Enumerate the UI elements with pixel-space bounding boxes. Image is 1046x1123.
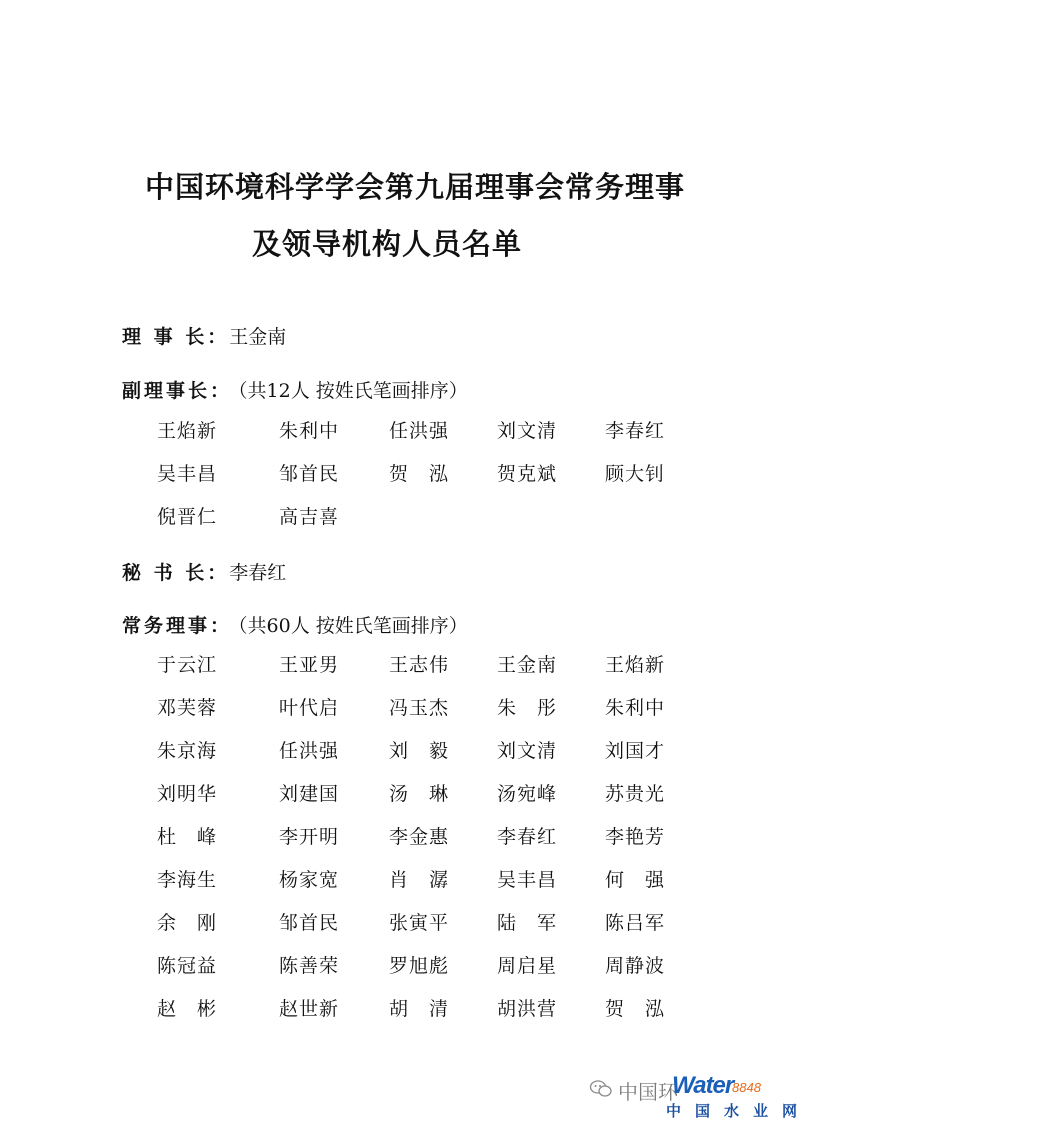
vice-chairman-name: 倪晋仁 xyxy=(157,506,218,528)
standing-director-name: 任洪强 xyxy=(279,740,340,762)
standing-director-name: 何 强 xyxy=(605,869,666,891)
standing-director-name: 李海生 xyxy=(157,869,218,891)
standing-director-name: 王志伟 xyxy=(389,654,450,676)
chairman-line xyxy=(122,322,286,349)
vice-chairman-name: 任洪强 xyxy=(389,420,450,442)
standing-director-name: 罗旭彪 xyxy=(389,955,450,977)
standing-director-name: 陈冠益 xyxy=(157,955,218,977)
vice-chairman-name: 顾大钊 xyxy=(605,463,666,485)
standing-director-name: 周静波 xyxy=(605,955,666,977)
standing-director-name: 王焰新 xyxy=(605,654,666,676)
logo-subtitle: 中国水业网 xyxy=(666,1102,812,1120)
standing-director-name: 于云江 xyxy=(157,654,218,676)
standing-directors-line xyxy=(122,611,468,638)
standing-director-name: 李开明 xyxy=(279,826,340,848)
standing-director-name: 邓芙蓉 xyxy=(157,697,218,719)
vice-chairman-name: 刘文清 xyxy=(497,420,558,442)
wechat-icon xyxy=(590,1080,612,1098)
standing-director-name: 吴丰昌 xyxy=(497,869,558,891)
standing-director-name: 周启星 xyxy=(497,955,558,977)
standing-directors-label: 常务理事： xyxy=(122,615,233,637)
secretary-general-name: 李春红 xyxy=(229,562,287,584)
standing-director-name: 张寅平 xyxy=(389,912,450,934)
vice-chairman-name: 贺 泓 xyxy=(389,463,450,485)
standing-director-name: 陈善荣 xyxy=(279,955,340,977)
watermark xyxy=(590,1070,812,1122)
standing-director-name: 贺 泓 xyxy=(605,998,666,1020)
standing-director-name: 刘明华 xyxy=(157,783,218,805)
standing-director-name: 朱利中 xyxy=(605,697,666,719)
standing-director-name: 王金南 xyxy=(497,654,558,676)
water-logo: Water xyxy=(672,1072,734,1099)
vice-chairmen-line xyxy=(122,376,468,403)
chairman-name: 王金南 xyxy=(229,326,287,348)
standing-director-name: 胡洪营 xyxy=(497,998,558,1020)
standing-directors-note: （共60人 按姓氏笔画排序） xyxy=(238,615,468,637)
wechat-account-text: 中国环 xyxy=(618,1080,678,1104)
vice-chairman-name: 吴丰昌 xyxy=(157,463,218,485)
vice-chairmen-note: （共12人 按姓氏笔画排序） xyxy=(238,380,468,402)
standing-director-name: 汤宛峰 xyxy=(497,783,558,805)
logo-number: 8848 xyxy=(732,1080,761,1095)
standing-director-name: 李艳芳 xyxy=(605,826,666,848)
standing-director-name: 刘国才 xyxy=(605,740,666,762)
standing-director-name: 冯玉杰 xyxy=(389,697,450,719)
standing-director-name: 邹首民 xyxy=(279,912,340,934)
standing-director-name: 刘文清 xyxy=(497,740,558,762)
standing-director-name: 杜 峰 xyxy=(157,826,218,848)
chairman-label: 理 事 长： xyxy=(122,326,230,348)
vice-chairmen-label: 副理事长： xyxy=(122,380,233,402)
standing-director-name: 刘 毅 xyxy=(389,740,450,762)
vice-chairman-name: 邹首民 xyxy=(279,463,340,485)
document-title-line-2: 及领导机构人员名单 xyxy=(252,227,523,261)
standing-directors-list xyxy=(157,644,717,1031)
vice-chairman-name: 朱利中 xyxy=(279,420,340,442)
vice-chairman-name: 王焰新 xyxy=(157,420,218,442)
standing-director-name: 李春红 xyxy=(497,826,558,848)
standing-director-name: 陈吕军 xyxy=(605,912,666,934)
standing-director-name: 赵世新 xyxy=(279,998,340,1020)
standing-director-name: 苏贵光 xyxy=(605,783,666,805)
document-title-line-1: 中国环境科学学会第九届理事会常务理事 xyxy=(145,170,686,204)
standing-director-name: 叶代启 xyxy=(279,697,340,719)
secretary-general-line xyxy=(122,558,286,585)
standing-director-name: 朱 彤 xyxy=(497,697,558,719)
vice-chairmen-list xyxy=(157,410,717,539)
standing-director-name: 李金惠 xyxy=(389,826,450,848)
standing-director-name: 杨家宽 xyxy=(279,869,340,891)
standing-director-name: 胡 清 xyxy=(389,998,450,1020)
standing-director-name: 汤 琳 xyxy=(389,783,450,805)
standing-director-name: 朱京海 xyxy=(157,740,218,762)
standing-director-name: 陆 军 xyxy=(497,912,558,934)
secretary-general-label: 秘 书 长： xyxy=(122,562,230,584)
standing-director-name: 王亚男 xyxy=(279,654,340,676)
standing-director-name: 刘建国 xyxy=(279,783,340,805)
vice-chairman-name: 高吉喜 xyxy=(279,506,340,528)
vice-chairman-name: 贺克斌 xyxy=(497,463,558,485)
standing-director-name: 赵 彬 xyxy=(157,998,218,1020)
standing-director-name: 余 刚 xyxy=(157,912,218,934)
standing-director-name: 肖 潺 xyxy=(389,869,450,891)
vice-chairman-name: 李春红 xyxy=(605,420,666,442)
